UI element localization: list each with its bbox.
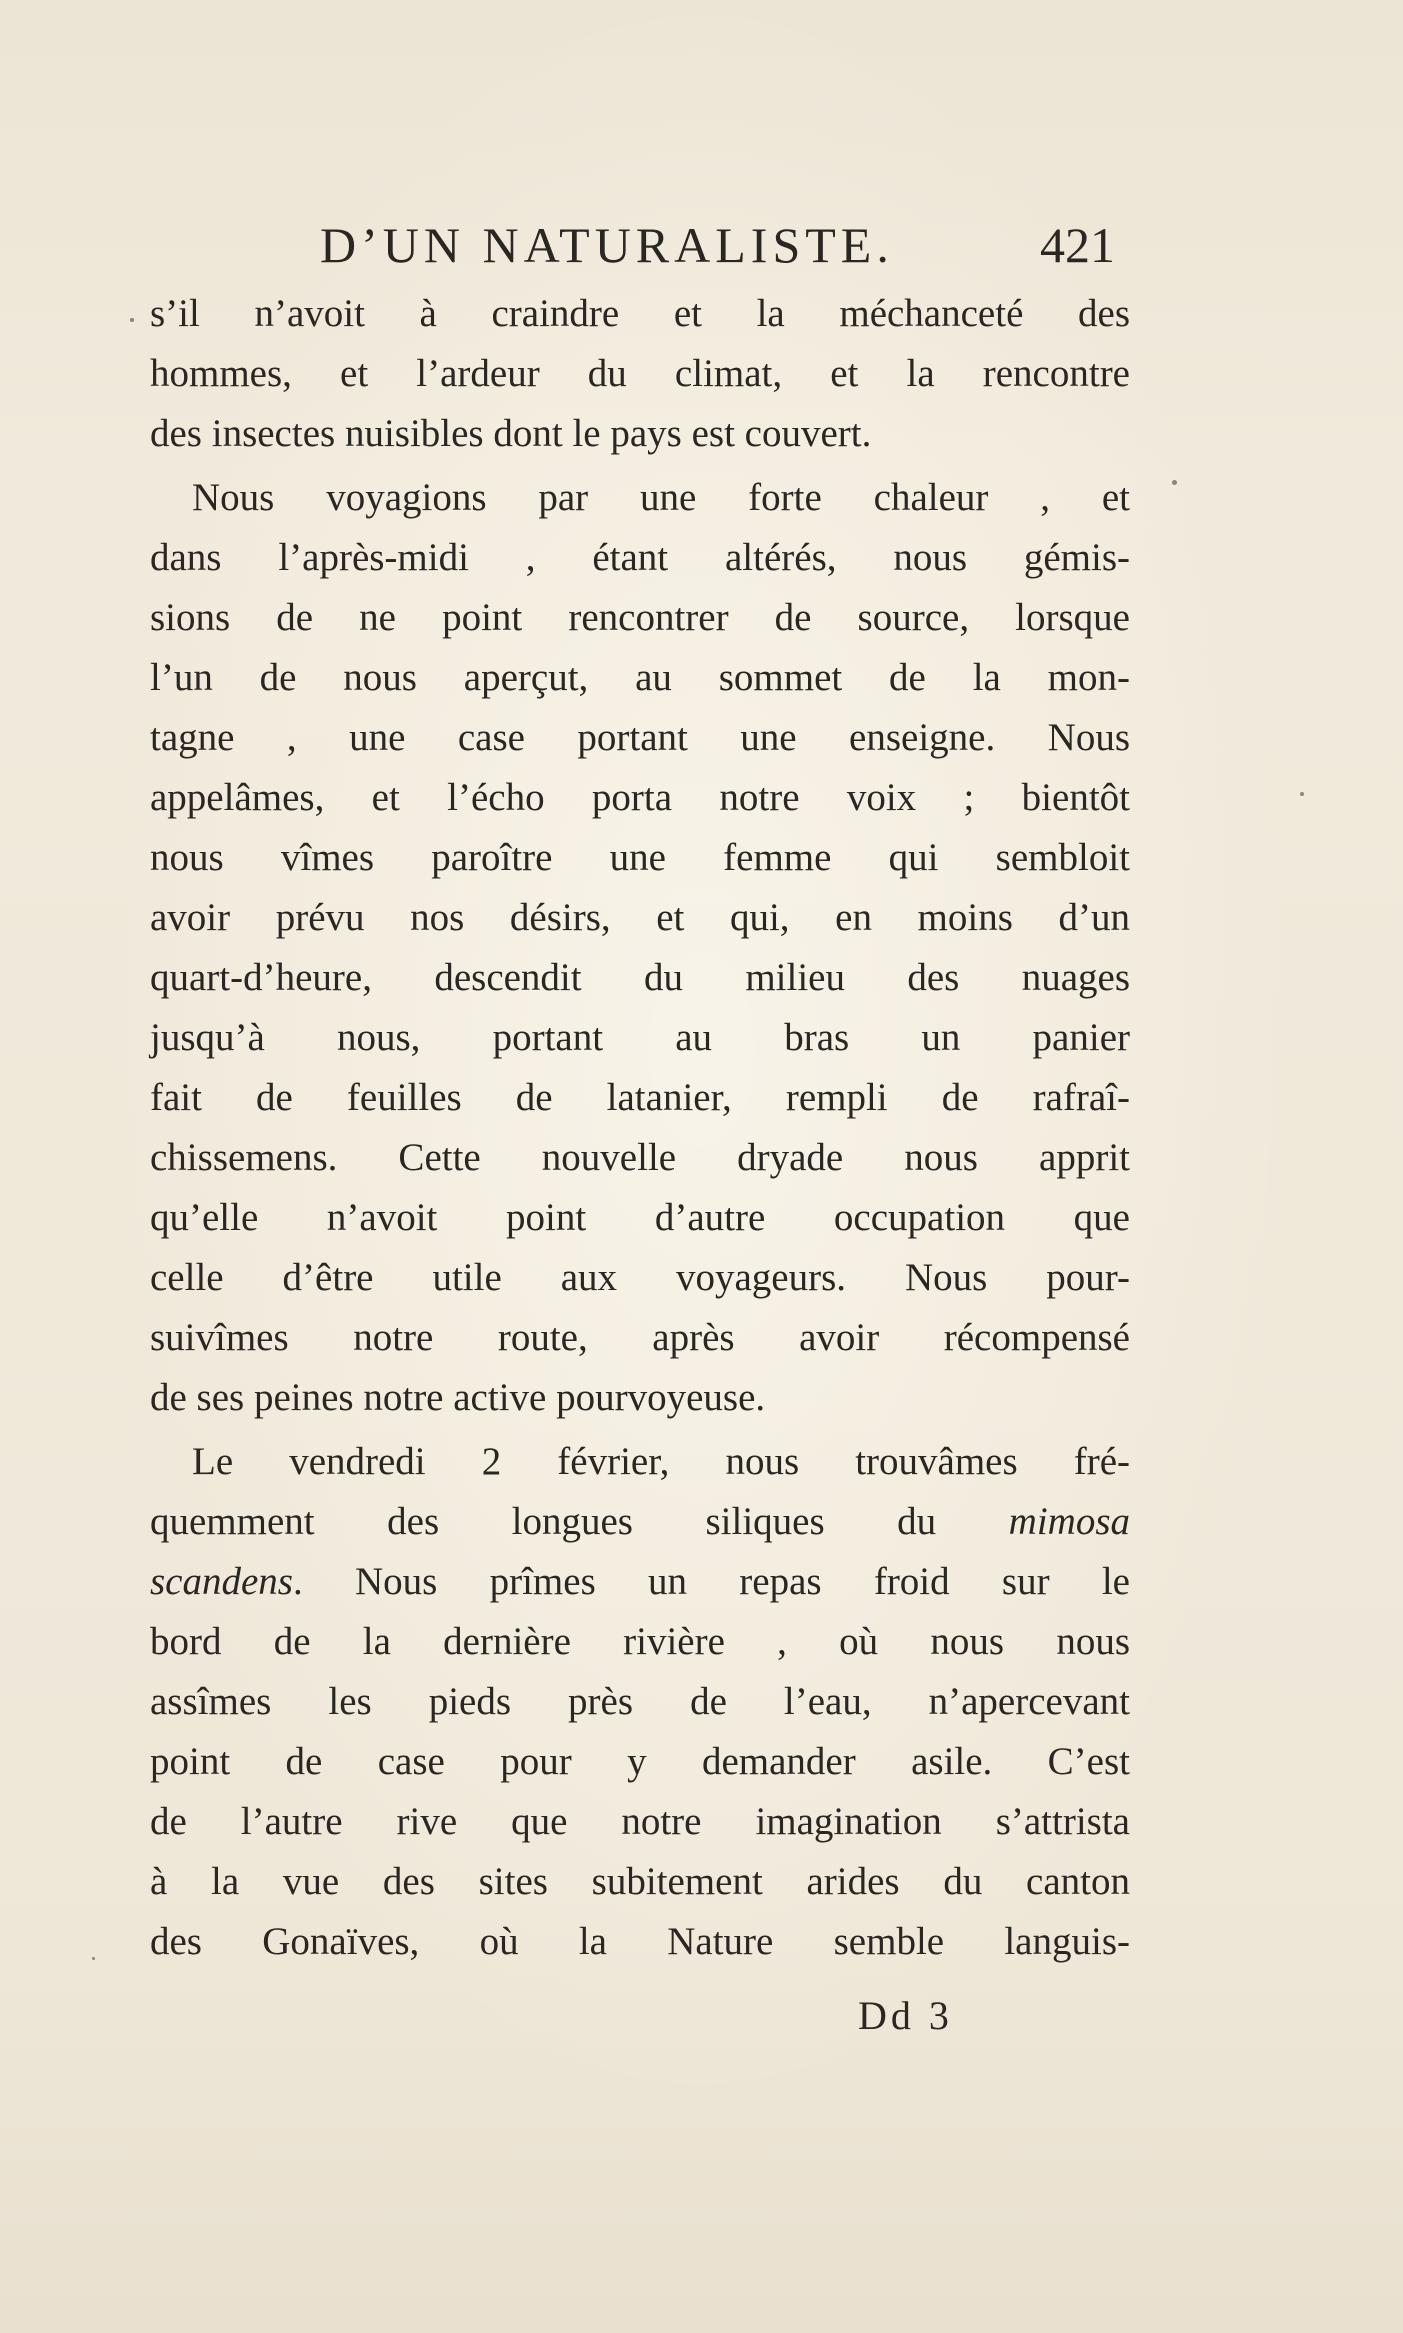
- text-line: à la vue des sites subitement arides du canton: [150, 1860, 1130, 1903]
- body-text: [150, 284, 1130, 1972]
- text-line: fait de feuilles de latanier, rempli de rafraî-: [150, 1076, 1130, 1119]
- text-line: Le vendredi 2 février, nous trouvâmes fré-: [192, 1440, 1130, 1483]
- text-line: de l’autre rive que notre imagination s’attrista: [150, 1800, 1130, 1843]
- text-line: appelâmes, et l’écho porta notre voix ; bientôt: [150, 776, 1130, 819]
- paper-speck: [130, 318, 134, 322]
- text-line: nous vîmes paroître une femme qui sembloit: [150, 836, 1130, 879]
- text-line-with-italic: [150, 1492, 1130, 1552]
- paper-speck: [92, 1957, 95, 1960]
- signature-mark: Dd 3: [858, 1993, 953, 2038]
- text-line: bord de la dernière rivière , où nous nous: [150, 1620, 1130, 1663]
- running-title: D’UN NATURALISTE.: [320, 217, 894, 273]
- paper-speck: [1300, 792, 1304, 796]
- text-line: jusqu’à nous, portant au bras un panier: [150, 1016, 1130, 1059]
- text-fragment: quemment des longues siliques du: [150, 1500, 937, 1543]
- text-line: l’un de nous aperçut, au sommet de la mon-: [150, 656, 1130, 699]
- text-line: chissemens. Cette nouvelle dryade nous apprit: [150, 1136, 1130, 1179]
- text-line: avoir prévu nos désirs, et qui, en moins d’un: [150, 896, 1130, 939]
- text-line: des insectes nuisibles dont le pays est couvert.: [150, 412, 872, 455]
- text-line: dans l’après-midi , étant altérés, nous gémis-: [150, 536, 1130, 579]
- text-line: de ses peines notre active pourvoyeuse.: [150, 1376, 766, 1419]
- running-head: [150, 210, 1150, 280]
- text-line: assîmes les pieds près de l’eau, n’apercevant: [150, 1680, 1130, 1723]
- page-number: 421: [1040, 217, 1115, 273]
- text-line: quart-d’heure, descendit du milieu des nuages: [150, 956, 1130, 999]
- text-line: suivîmes notre route, après avoir récompensé: [150, 1316, 1130, 1359]
- text-line: des Gonaïves, où la Nature semble languis-: [150, 1920, 1130, 1963]
- text-line: hommes, et l’ardeur du climat, et la rencontre: [150, 352, 1130, 395]
- italic-term: scandens: [150, 1560, 293, 1603]
- text-line: s’il n’avoit à craindre et la méchanceté des: [150, 292, 1130, 335]
- text-line: Nous voyagions par une forte chaleur , et: [192, 476, 1130, 519]
- italic-term: mimosa: [1008, 1500, 1131, 1543]
- text-line: tagne , une case portant une enseigne. Nous: [150, 716, 1130, 759]
- text-line: celle d’être utile aux voyageurs. Nous pour-: [150, 1256, 1130, 1299]
- text-line: sions de ne point rencontrer de source, lorsque: [150, 596, 1130, 639]
- text-line-with-italic: [150, 1552, 1130, 1612]
- text-line: qu’elle n’avoit point d’autre occupation que: [150, 1196, 1130, 1239]
- text-line: point de case pour y demander asile. C’est: [150, 1740, 1130, 1783]
- text-fragment: . Nous prîmes un repas froid sur le: [292, 1560, 1130, 1603]
- paper-speck: [1172, 480, 1177, 485]
